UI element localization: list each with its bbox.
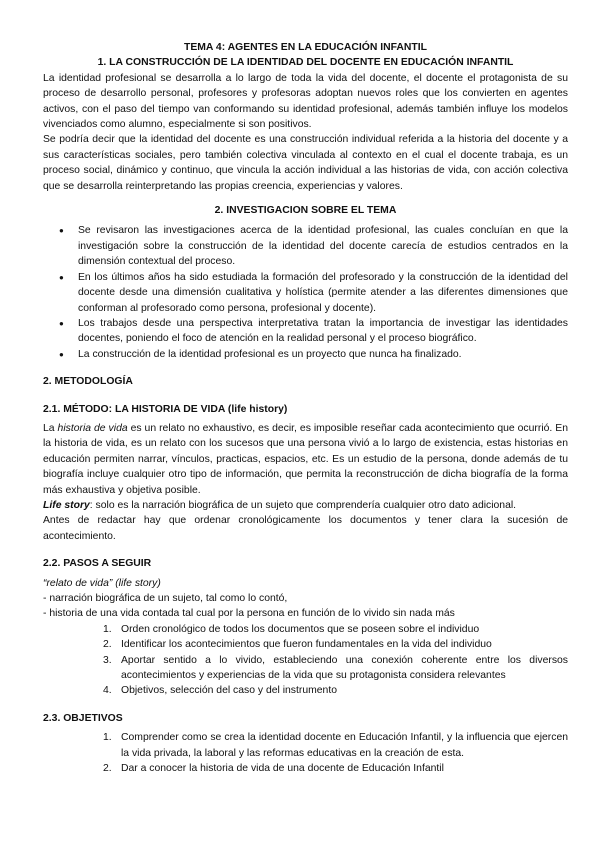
- steps-heading: 2.2. PASOS A SEGUIR: [43, 558, 152, 570]
- method-paragraph-rest: es un relato no exhaustivo, es decir, es imposible reseñar cada acontecimiento que ocurrió. En la historia de vida, es un relato con los sucesos que una persona vivió a lo largo de existencia, estas historias en educación permiten narrar, vínculos, practicas, espacios, etc. Es un estudio de la persona, donde además de tu biografía incluye cualquier otro tipo de información, que permita la reconstrucción de dicha biografía de la forma más exhaustiva y objetiva posible.: [43, 422, 568, 496]
- objective-text: Comprender como se crea la identidad docente en Educación Infantil, y la influencia que ejercen la vida privada, la laboral y las reformas educativas en la creación de esta.: [121, 732, 568, 759]
- objective-number: 1.: [103, 732, 112, 744]
- life-story-term: Life story: [43, 499, 90, 511]
- section-1-heading: 1. LA CONSTRUCCIÓN DE LA IDENTIDAD DEL DOCENTE EN EDUCACIÓN INFANTIL: [97, 57, 514, 69]
- objective-text: Dar a conocer la historia de vida de una docente de Educación Infantil: [121, 763, 444, 775]
- step-text: Identificar los acontecimientos que fueron fundamentales en la vida del individuo: [121, 639, 492, 651]
- objective-number: 2.: [103, 763, 112, 775]
- list-item: [103, 622, 568, 637]
- list-item: ● La construcción de la identidad profesional es un proyecto que nunca ha finalizado.: [78, 347, 568, 362]
- method-heading: 2.1. MÉTODO: LA HISTORIA DE VIDA (life history): [43, 403, 288, 415]
- method-paragraph-start: La: [43, 422, 58, 434]
- method-paragraph-3: Antes de redactar hay que ordenar cronológicamente los documentos y tener clara la sucesión de acontecimiento.: [43, 515, 568, 542]
- list-item: ● En los últimos años ha sido estudiada la formación del profesorado y la construcción de la identidad del docente desde una dimensión cualitativa y holística (permite atender a las diferentes dimensiones que conforman al profesorado como persona, profesional y docente).: [78, 270, 568, 316]
- dash-line-1: - narración biográfica de un sujeto, tal como lo contó,: [43, 593, 288, 604]
- step-number: 2.: [103, 639, 112, 651]
- list-item: [103, 653, 568, 684]
- steps-list: [43, 622, 568, 699]
- list-item: [103, 637, 568, 652]
- objectives-heading: 2.3. OBJETIVOS: [43, 712, 123, 724]
- step-text: Objetivos, selección del caso y del instrumento: [121, 685, 338, 697]
- step-number: 3.: [103, 654, 112, 666]
- life-story-text: : solo es la narración biográfica de un sujeto que comprendería cualquier otro dato adicional.: [89, 499, 517, 511]
- section-2-heading: 2. INVESTIGACION SOBRE EL TEMA: [214, 205, 397, 217]
- step-text: Aportar sentido a lo vivido, estableciendo una conexión coherente entre los diversos acontecimientos y experiencias de la vida que su protagonista considera relevantes: [121, 654, 568, 682]
- step-number: 4.: [103, 685, 112, 697]
- list-item: [103, 683, 568, 698]
- step-number: 1.: [103, 623, 112, 635]
- step-text: Orden cronológico de todos los documentos que se poseen sobre el individuo: [121, 623, 480, 635]
- dash-line-2: - historia de una vida contada tal cual por la persona en función de lo vivido sin nada más: [43, 608, 455, 620]
- list-item: [103, 730, 568, 761]
- historia-de-vida-term: historia de vida: [57, 422, 128, 434]
- objectives-list: [43, 730, 568, 776]
- document-title: TEMA 4: AGENTES EN LA EDUCACIÓN INFANTIL: [183, 42, 428, 53]
- life-story-definition: [43, 498, 568, 513]
- relato-de-vida-label: “relato de vida” (life story): [43, 577, 161, 589]
- section-1-paragraph-1: La identidad profesional se desarrolla a lo largo de toda la vida del docente, el docente el protagonista de su proceso de desarrollo personal, profesores y profesoras adoptan nuevos roles que los convierten en agentes activos, con el paso del tiempo van conformando su identidad profesional, además también influye los modelos vivenciados como alumno, especialmente si son positivos.: [43, 72, 568, 131]
- research-bullet-list: [43, 223, 568, 362]
- section-1-paragraph-2: Se podría decir que la identidad del docente es una construcción individual referida a la historia del docente y a sus características sociales, pero también colectiva vinculada al contexto en el cual el docente trabaja, es un proceso social, dinámico y continuo, que vincula la acción individual a las historias de vida, con acción colectiva que se desarrolla reinterpretando las propias creencia, experiencias y valores.: [43, 134, 568, 192]
- method-paragraph: [43, 421, 568, 498]
- metodologia-heading: 2. METODOLOGÍA: [43, 376, 133, 388]
- list-item: [103, 761, 568, 776]
- list-item: ● Los trabajos desde una perspectiva interpretativa tratan la importancia de investigar las identidades docentes, poniendo el foco de atención en la realidad personal y el proceso biográfico.: [78, 316, 568, 347]
- list-item: ● Se revisaron las investigaciones acerca de la identidad profesional, las cuales concluían en que la investigación sobre la construcción de la identidad del docente carecía de estudios centrados en la dimensión contextual del proceso.: [78, 223, 568, 269]
